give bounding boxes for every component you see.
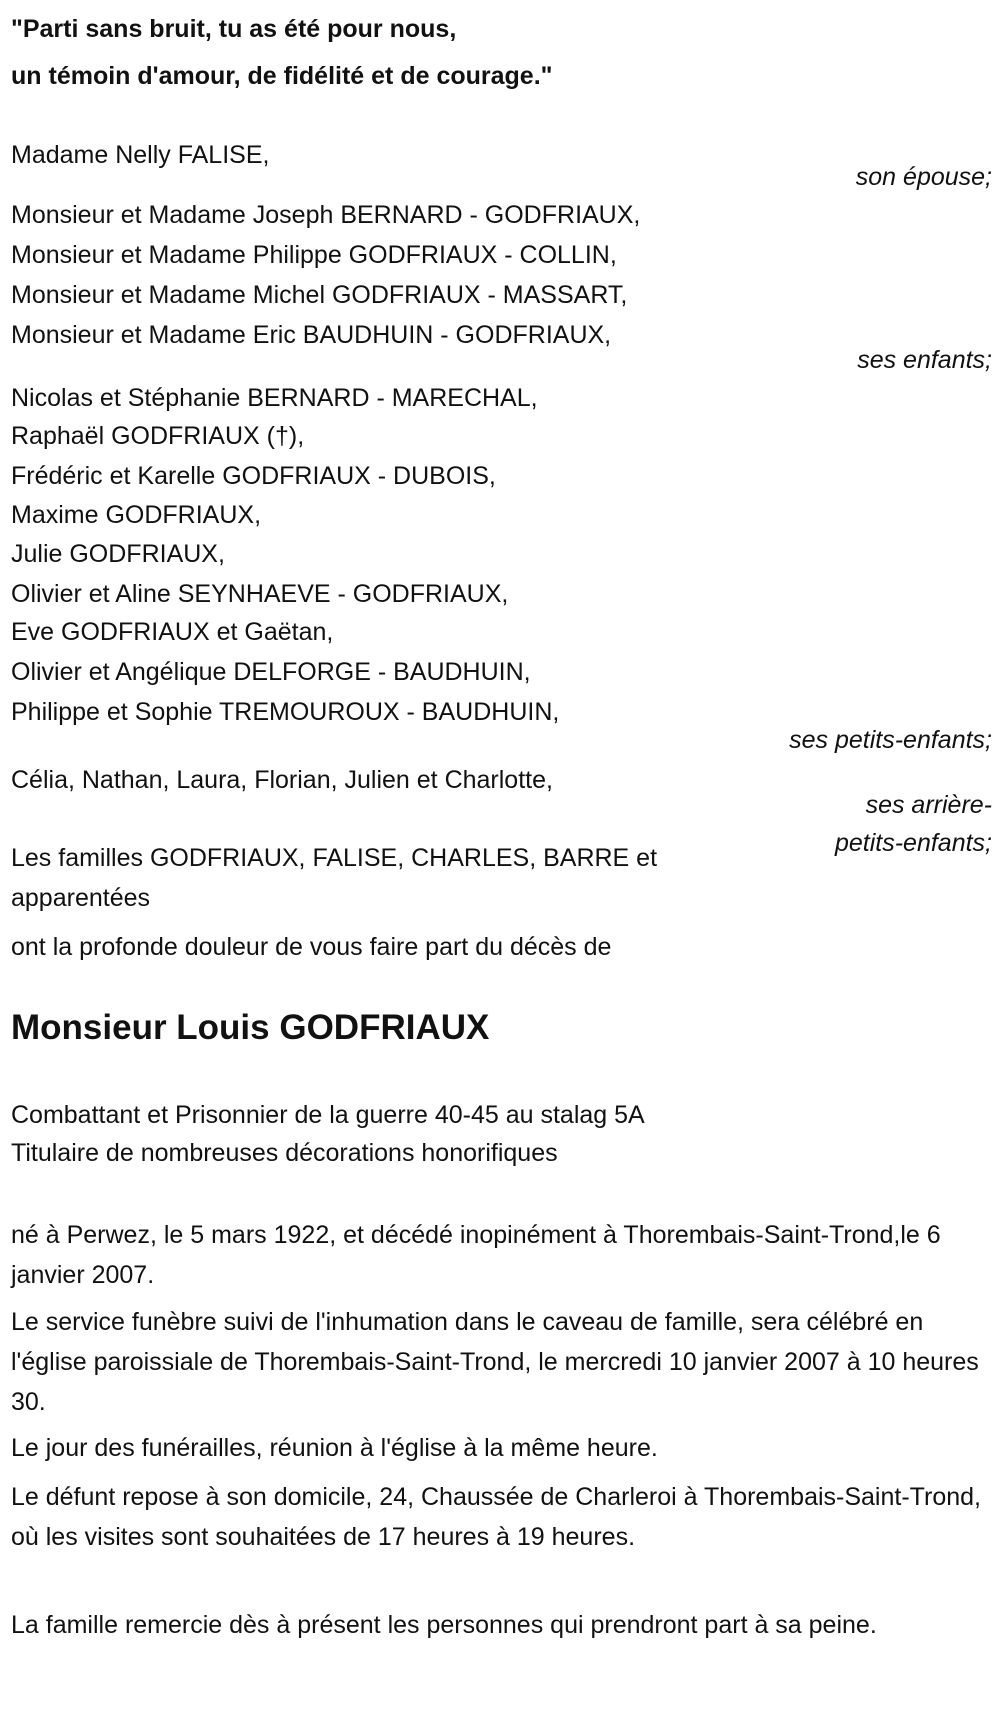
- service-paragraph: Le service funèbre suivi de l'inhumation dans le caveau de famille, sera célébré en l'église paroissiale de Thorembais-Saint-Trond, le mercredi 10 janvier 2007 à 10 heures 30.: [11, 1308, 979, 1416]
- spouse-label: son épouse;: [855, 163, 992, 191]
- deceased-name: Monsieur Louis GODFRIAUX: [11, 1008, 490, 1047]
- children-label: ses enfants;: [857, 346, 992, 374]
- grandchild-name: Olivier et Angélique DELFORGE - BAUDHUIN,: [11, 658, 531, 686]
- deceased-title: Titulaire de nombreuses décorations honorifiques: [11, 1139, 558, 1167]
- child-name: Monsieur et Madame Eric BAUDHUIN - GODFRIAUX,: [11, 321, 612, 349]
- grandchild-name: Raphaël GODFRIAUX (†),: [11, 422, 305, 450]
- visitation-paragraph: Le défunt repose à son domicile, 24, Chaussée de Charleroi à Thorembais-Saint-Trond, où les visites sont souhaitées de 17 heures à 19 heures.: [11, 1483, 981, 1551]
- grandchild-name: Eve GODFRIAUX et Gaëtan,: [11, 618, 334, 646]
- quote-line-1: "Parti sans bruit, tu as été pour nous,: [11, 15, 457, 43]
- funeral-day-paragraph: Le jour des funérailles, réunion à l'église à la même heure.: [11, 1434, 658, 1462]
- families-text: Les familles GODFRIAUX, FALISE, CHARLES, BARRE et apparentées: [11, 844, 658, 912]
- great-grandchildren-label: ses arrière-petits-enfants;: [834, 791, 992, 857]
- great-grandchildren-names: Célia, Nathan, Laura, Florian, Julien et Charlotte,: [11, 766, 553, 794]
- deceased-title: Combattant et Prisonnier de la guerre 40-45 au stalag 5A: [11, 1101, 645, 1129]
- child-name: Monsieur et Madame Philippe GODFRIAUX - COLLIN,: [11, 241, 617, 269]
- child-name: Monsieur et Madame Michel GODFRIAUX - MASSART,: [11, 281, 628, 309]
- spouse-name: Madame Nelly FALISE,: [11, 141, 270, 169]
- grandchild-name: Julie GODFRIAUX,: [11, 540, 225, 568]
- grandchild-name: Nicolas et Stéphanie BERNARD - MARECHAL,: [11, 384, 538, 412]
- grandchild-name: Philippe et Sophie TREMOUROUX - BAUDHUIN,: [11, 698, 560, 726]
- child-name: Monsieur et Madame Joseph BERNARD - GODFRIAUX,: [11, 201, 641, 229]
- grandchild-name: Frédéric et Karelle GODFRIAUX - DUBOIS,: [11, 462, 496, 490]
- grandchildren-label: ses petits-enfants;: [789, 726, 992, 754]
- grandchild-name: Olivier et Aline SEYNHAEVE - GODFRIAUX,: [11, 580, 509, 608]
- quote-line-2: un témoin d'amour, de fidélité et de courage.": [11, 62, 553, 90]
- birth-death-paragraph: né à Perwez, le 5 mars 1922, et décédé inopinément à Thorembais-Saint-Trond,le 6 janvier 2007.: [11, 1221, 941, 1289]
- grandchild-name: Maxime GODFRIAUX,: [11, 501, 262, 529]
- thanks-paragraph: La famille remercie dès à présent les personnes qui prendront part à sa peine.: [11, 1611, 877, 1639]
- announcement-text: ont la profonde douleur de vous faire part du décès de: [11, 933, 612, 961]
